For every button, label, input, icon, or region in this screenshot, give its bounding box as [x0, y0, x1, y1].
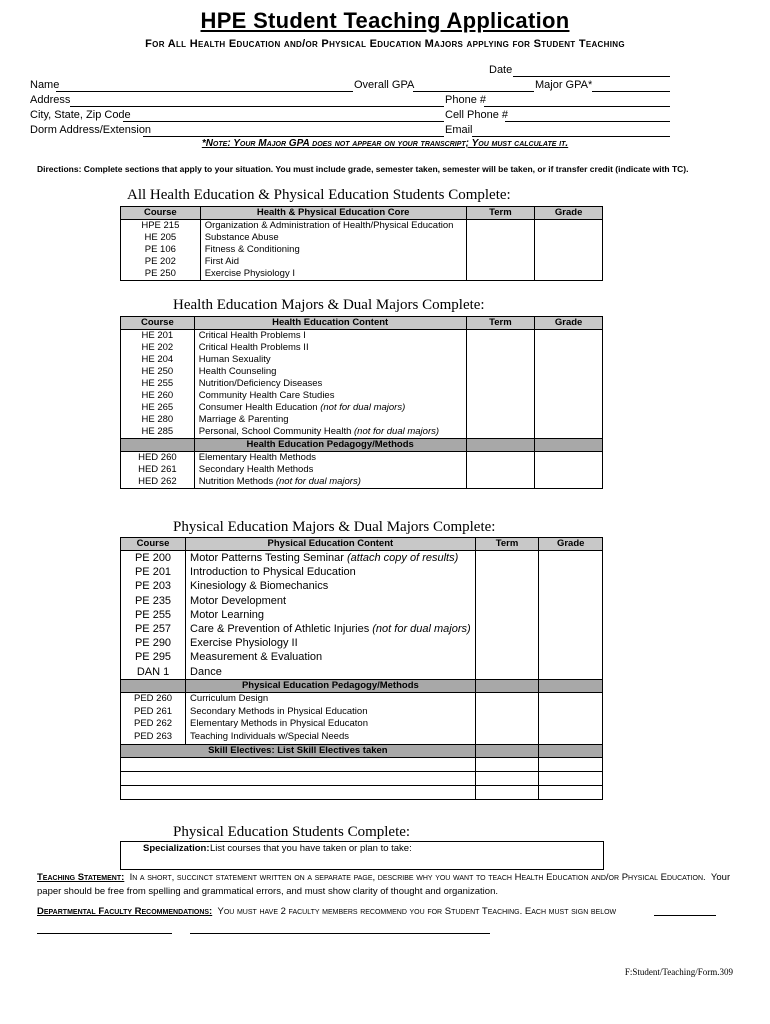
grade-header: Grade — [539, 538, 603, 551]
course-header: Course — [121, 538, 186, 551]
course-name: Dance — [190, 665, 222, 678]
grade-cell[interactable] — [539, 551, 603, 566]
course-row — [121, 636, 603, 650]
specialization-label: Specialization: — [143, 843, 210, 854]
course-name: Curriculum Design — [190, 692, 269, 704]
course-name: Nutrition/Deficiency Diseases — [198, 378, 323, 389]
course-code: PE 250 — [121, 268, 201, 281]
grade-cell[interactable] — [535, 220, 603, 233]
grade-cell[interactable] — [535, 390, 603, 402]
course-row — [121, 232, 603, 244]
term-cell[interactable] — [475, 731, 539, 744]
phone-label: Phone # — [445, 94, 486, 106]
grade-cell[interactable] — [539, 636, 603, 650]
course-name: Health Counseling — [198, 366, 277, 377]
elective-entry[interactable] — [121, 758, 476, 772]
grade-cell[interactable] — [535, 464, 603, 476]
grade-header: Grade — [535, 207, 603, 220]
course-name: Nutrition Methods — [198, 476, 274, 487]
teaching-statement-label: Teaching Statement: — [37, 872, 125, 883]
term-cell[interactable] — [475, 706, 539, 719]
course-row — [121, 464, 603, 476]
course-row — [121, 731, 603, 744]
course-name: Introduction to Physical Education — [190, 566, 356, 579]
course-row — [121, 452, 603, 465]
signature-line[interactable] — [654, 915, 716, 916]
course-name: Motor Learning — [190, 608, 265, 621]
course-note: (not for dual majors) — [275, 476, 361, 487]
term-cell[interactable] — [475, 551, 539, 566]
course-code: PE 203 — [121, 579, 186, 593]
overall-gpa-field[interactable] — [413, 91, 534, 92]
email-field[interactable] — [472, 136, 670, 137]
course-row — [121, 665, 603, 680]
content-header: Health Education Content — [194, 317, 466, 330]
course-code: HE 285 — [121, 426, 195, 439]
course-name: Organization & Administration of Health/Physical Education — [204, 220, 454, 231]
course-row — [121, 342, 603, 354]
course-name: Consumer Health Education — [198, 402, 318, 413]
term-cell[interactable] — [475, 650, 539, 664]
course-row — [121, 718, 603, 731]
course-row — [121, 378, 603, 390]
term-cell[interactable] — [466, 414, 535, 426]
course-name: Exercise Physiology I — [204, 268, 295, 279]
form-subtitle: For All Health Education and/or Physical Education Majors applying for Student Teaching — [145, 38, 625, 50]
grade-cell[interactable] — [535, 268, 603, 281]
gpa-note: *Note: Your Major GPA does not appear on your transcript; You must calculate it. — [201, 138, 569, 149]
course-row — [121, 622, 603, 636]
teaching-statement-text: In a short, succinct statement written on a separate page, describe why you want to teach Health Education and/or Physical Education. — [129, 872, 706, 883]
term-cell[interactable] — [475, 786, 539, 800]
grade-cell[interactable] — [539, 706, 603, 719]
grade-cell[interactable] — [539, 692, 603, 705]
course-code: HE 204 — [121, 354, 195, 366]
course-name: Elementary Methods in Physical Educaton — [190, 718, 369, 730]
grade-cell[interactable] — [539, 731, 603, 744]
pe-pedagogy-header: Physical Education Pedagogy/Methods — [186, 679, 476, 692]
course-name: Elementary Health Methods — [198, 452, 316, 463]
term-cell[interactable] — [466, 402, 535, 414]
course-name: Personal, School Community Health — [198, 426, 352, 437]
health-pedagogy-header: Health Education Pedagogy/Methods — [194, 439, 466, 452]
course-note: (not for dual majors) — [372, 623, 471, 636]
term-cell[interactable] — [475, 665, 539, 680]
grade-cell[interactable] — [539, 650, 603, 664]
course-code: HE 250 — [121, 366, 195, 378]
grade-cell[interactable] — [535, 452, 603, 465]
course-name: First Aid — [204, 256, 239, 267]
course-name: Substance Abuse — [204, 232, 279, 243]
grade-cell[interactable] — [535, 378, 603, 390]
course-row — [121, 426, 603, 439]
term-cell[interactable] — [466, 232, 535, 244]
elective-entry[interactable] — [121, 772, 476, 786]
grade-cell[interactable] — [539, 565, 603, 579]
email-label: Email — [445, 124, 473, 136]
course-note: (attach copy of results) — [346, 552, 459, 564]
pe-heading: Physical Education Majors & Dual Majors Complete: — [173, 519, 496, 535]
grade-cell[interactable] — [539, 622, 603, 636]
course-row — [121, 402, 603, 414]
course-header: Course — [121, 207, 201, 220]
course-name: Motor Development — [190, 594, 287, 607]
course-note: (not for dual majors) — [320, 402, 406, 413]
course-code: HED 262 — [121, 476, 195, 489]
course-row — [121, 268, 603, 281]
course-code: HED 260 — [121, 452, 195, 465]
course-code: PED 263 — [121, 731, 186, 744]
grade-cell[interactable] — [535, 256, 603, 268]
phone-field[interactable] — [484, 106, 670, 107]
course-header: Course — [121, 317, 195, 330]
grade-cell[interactable] — [535, 414, 603, 426]
course-code: HE 280 — [121, 414, 195, 426]
grade-cell[interactable] — [539, 579, 603, 593]
signature-line[interactable] — [37, 933, 172, 934]
grade-cell[interactable] — [535, 476, 603, 489]
course-code: PE 202 — [121, 256, 201, 268]
term-cell[interactable] — [475, 594, 539, 608]
signature-line[interactable] — [190, 933, 490, 934]
term-cell[interactable] — [466, 244, 535, 256]
course-code: PED 260 — [121, 692, 186, 705]
course-name: Fitness & Conditioning — [204, 244, 300, 255]
term-cell[interactable] — [475, 608, 539, 622]
term-header: Term — [475, 538, 539, 551]
elective-entry[interactable] — [121, 786, 476, 800]
course-row — [121, 650, 603, 664]
date-label: Date — [489, 64, 513, 76]
course-name: Critical Health Problems II — [198, 342, 309, 353]
course-code: PE 106 — [121, 244, 201, 256]
course-row — [121, 706, 603, 719]
specialization-box[interactable] — [120, 841, 604, 870]
content-header: Physical Education Content — [186, 538, 476, 551]
course-code: PED 261 — [121, 706, 186, 719]
major-gpa-label: Major GPA* — [535, 79, 593, 91]
course-code: HE 205 — [121, 232, 201, 244]
faculty-recommendations — [37, 906, 737, 917]
address-field[interactable] — [70, 106, 444, 107]
term-cell[interactable] — [475, 636, 539, 650]
course-name: Critical Health Problems I — [198, 330, 306, 341]
grade-cell[interactable] — [535, 402, 603, 414]
term-cell[interactable] — [466, 330, 535, 343]
major-gpa-field[interactable] — [592, 91, 670, 92]
date-field[interactable] — [513, 76, 670, 77]
term-cell[interactable] — [475, 692, 539, 705]
term-cell[interactable] — [466, 220, 535, 233]
course-row — [121, 565, 603, 579]
course-name: Human Sexuality — [198, 354, 271, 365]
name-field[interactable] — [56, 91, 353, 92]
term-cell[interactable] — [466, 476, 535, 489]
course-code: PE 257 — [121, 622, 186, 636]
course-row — [121, 476, 603, 489]
grade-cell[interactable] — [539, 758, 603, 772]
course-row — [121, 414, 603, 426]
course-row — [121, 330, 603, 343]
course-code: PED 262 — [121, 718, 186, 731]
course-row — [121, 692, 603, 705]
directions-text: Directions: Complete sections that apply to your situation. You must include grade, semester taken, semester will be taken, or if transfer credit (indicate with TC). — [37, 164, 689, 174]
grade-cell[interactable] — [539, 594, 603, 608]
term-cell[interactable] — [466, 426, 535, 439]
city-state-zip-field[interactable] — [123, 121, 444, 122]
term-cell[interactable] — [475, 758, 539, 772]
course-name: Community Health Care Studies — [198, 390, 335, 401]
term-cell[interactable] — [466, 390, 535, 402]
course-row — [121, 220, 603, 233]
course-row — [121, 256, 603, 268]
core-table — [120, 206, 603, 281]
term-cell[interactable] — [466, 378, 535, 390]
teaching-statement-note: Your paper should be free from spelling and grammatical errors, and must show clarity of thought and organization. — [37, 872, 731, 897]
course-code: HED 261 — [121, 464, 195, 476]
term-cell[interactable] — [475, 579, 539, 593]
grade-cell[interactable] — [535, 342, 603, 354]
cell-phone-field[interactable] — [505, 121, 670, 122]
course-name: Motor Patterns Testing Seminar — [190, 552, 344, 564]
course-name: Care & Prevention of Athletic Injuries — [190, 623, 370, 636]
term-cell[interactable] — [466, 256, 535, 268]
pe-table — [120, 537, 603, 800]
course-code: PE 201 — [121, 565, 186, 579]
grade-cell[interactable] — [535, 232, 603, 244]
term-cell[interactable] — [466, 354, 535, 366]
term-cell[interactable] — [466, 452, 535, 465]
grade-cell[interactable] — [539, 718, 603, 731]
term-cell[interactable] — [475, 718, 539, 731]
address-label: Address — [30, 94, 71, 106]
course-code: PE 200 — [121, 551, 186, 566]
course-code: HE 265 — [121, 402, 195, 414]
course-code: PE 290 — [121, 636, 186, 650]
course-code: DAN 1 — [121, 665, 186, 680]
course-name: Measurement & Evaluation — [190, 651, 323, 664]
grade-cell[interactable] — [535, 244, 603, 256]
course-row — [121, 366, 603, 378]
health-table — [120, 316, 603, 489]
content-header: Health & Physical Education Core — [200, 207, 466, 220]
course-code: HE 201 — [121, 330, 195, 343]
course-note: (not for dual majors) — [354, 426, 440, 437]
grade-cell[interactable] — [535, 354, 603, 366]
course-row — [121, 244, 603, 256]
term-cell[interactable] — [475, 622, 539, 636]
course-row — [121, 608, 603, 622]
recommendations-label: Departmental Faculty Recommendations: — [37, 906, 213, 917]
course-row — [121, 594, 603, 608]
term-cell[interactable] — [475, 565, 539, 579]
course-code: PE 295 — [121, 650, 186, 664]
course-code: HPE 215 — [121, 220, 201, 233]
term-cell[interactable] — [466, 268, 535, 281]
health-heading: Health Education Majors & Dual Majors Complete: — [173, 297, 485, 313]
course-name: Marriage & Parenting — [198, 414, 289, 425]
term-cell[interactable] — [466, 366, 535, 378]
recommendations-text: You must have 2 faculty members recommend you for Student Teaching. Each must sign below — [217, 906, 617, 917]
course-name: Kinesiology & Biomechanics — [190, 580, 329, 593]
cell-phone-label: Cell Phone # — [445, 109, 508, 121]
grade-cell[interactable] — [539, 608, 603, 622]
course-row — [121, 354, 603, 366]
grade-cell[interactable] — [539, 772, 603, 786]
term-cell[interactable] — [466, 342, 535, 354]
grade-cell[interactable] — [535, 426, 603, 439]
course-row — [121, 579, 603, 593]
grade-cell[interactable] — [535, 366, 603, 378]
term-header: Term — [466, 317, 535, 330]
course-row — [121, 551, 603, 566]
city-state-zip-label: City, State, Zip Code — [30, 109, 131, 121]
course-code: PE 235 — [121, 594, 186, 608]
course-name: Secondary Methods in Physical Education — [190, 705, 368, 717]
course-code: HE 260 — [121, 390, 195, 402]
skill-electives-header: Skill Electives: List Skill Electives taken — [121, 745, 476, 758]
grade-cell[interactable] — [539, 665, 603, 680]
grade-cell[interactable] — [535, 330, 603, 343]
course-code: HE 255 — [121, 378, 195, 390]
term-cell[interactable] — [466, 464, 535, 476]
dorm-address-label: Dorm Address/Extension — [30, 124, 152, 136]
course-code: PE 255 — [121, 608, 186, 622]
course-name: Exercise Physiology II — [190, 637, 298, 650]
name-label: Name — [30, 79, 60, 91]
course-row — [121, 390, 603, 402]
dorm-address-field[interactable] — [143, 136, 444, 137]
course-name: Secondary Health Methods — [198, 464, 314, 475]
pe-students-heading: Physical Education Students Complete: — [173, 824, 411, 840]
teaching-statement — [37, 871, 737, 899]
course-code: HE 202 — [121, 342, 195, 354]
specialization-text: List courses that you have taken or plan to take: — [210, 843, 412, 854]
all-students-heading: All Health Education & Physical Education Students Complete: — [127, 187, 511, 203]
form-title: HPE Student Teaching Application — [200, 8, 570, 33]
overall-gpa-label: Overall GPA — [354, 79, 415, 91]
grade-header: Grade — [535, 317, 603, 330]
course-name: Teaching Individuals w/Special Needs — [190, 731, 350, 743]
term-cell[interactable] — [475, 772, 539, 786]
grade-cell[interactable] — [539, 786, 603, 800]
term-header: Term — [466, 207, 535, 220]
form-footer: F:Student/Teaching/Form.309 — [624, 967, 733, 977]
